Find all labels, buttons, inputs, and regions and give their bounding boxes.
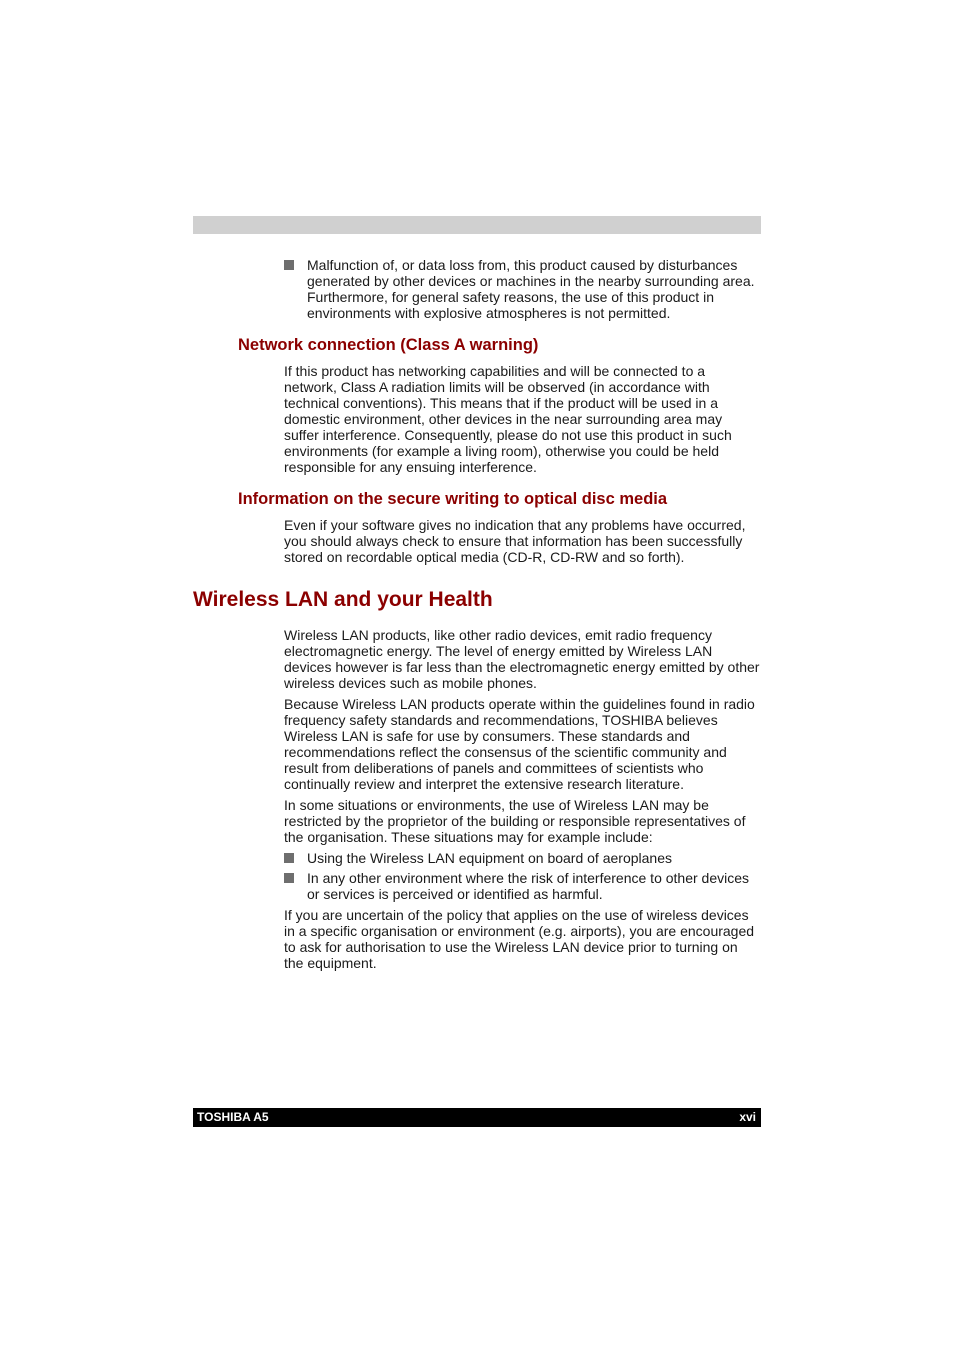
bullet-square-icon [284, 260, 294, 270]
wireless-paragraph-3: In some situations or environments, the use of Wireless LAN may be restricted by the proprietor of the building or responsible representatives of the organisation. These situations may for example include: [284, 797, 746, 845]
footer-product-name: TOSHIBA A5 [197, 1110, 269, 1124]
wireless-paragraph-1: Wireless LAN products, like other radio devices, emit radio frequency electromagnetic energy. The level of energy emitted by Wireless LAN devices however is far less than the electromagnetic energy emitted by other wireless devices such as mobile phones. [284, 627, 760, 691]
section-heading-network: Network connection (Class A warning) [238, 336, 539, 354]
header-bar [193, 216, 761, 234]
section-heading-optical: Information on the secure writing to optical disc media [238, 490, 668, 508]
wireless-paragraph-2: Because Wireless LAN products operate within the guidelines found in radio frequency safety standards and recommendations, TOSHIBA believes Wireless LAN is safe for use by consumers. These standards and recommendations reflect the consensus of the scientific community and result from deliberations of panels and committees of scientists who continually review and interpret the extensive research literature. [284, 696, 755, 792]
optical-body: Even if your software gives no indication that any problems have occurred, you should always check to ensure that information has been successfully stored on recordable optical media (CD-R, CD-RW and so forth). [284, 517, 746, 565]
bullet-text: In any other environment where the risk of interference to other devices or services is perceived or identified as harmful. [307, 870, 750, 902]
network-body: If this product has networking capabilities and will be connected to a network, Class A radiation limits will be observed (in accordance with technical conventions). This means that if the product will be used in a domestic environment, other devices in the near surrounding area may suffer interference. Consequently, please do not use this product in such environments (for example a living room), otherwise you could be held responsible for any ensuing interference. [284, 363, 732, 475]
page-number: xvi [739, 1110, 756, 1124]
bullet-square-icon [284, 873, 294, 883]
wireless-paragraph-4: If you are uncertain of the policy that applies on the use of wireless devices in a specific organisation or environment (e.g. airports), you are encouraged to ask for authorisation to use the Wireless LAN device prior to turning on the equipment. [284, 907, 755, 971]
bullet-square-icon [284, 853, 294, 863]
bullet-text: Malfunction of, or data loss from, this product caused by disturbances generated by other devices or machines in the nearby surrounding area. Furthermore, for general safety reasons, the use of this product in environments with explosive atmospheres is not permitted. [307, 257, 755, 321]
page-title: Wireless LAN and your Health [193, 588, 493, 611]
bullet-text: Using the Wireless LAN equipment on board of aeroplanes [307, 850, 672, 866]
footer-bar [193, 1108, 761, 1127]
